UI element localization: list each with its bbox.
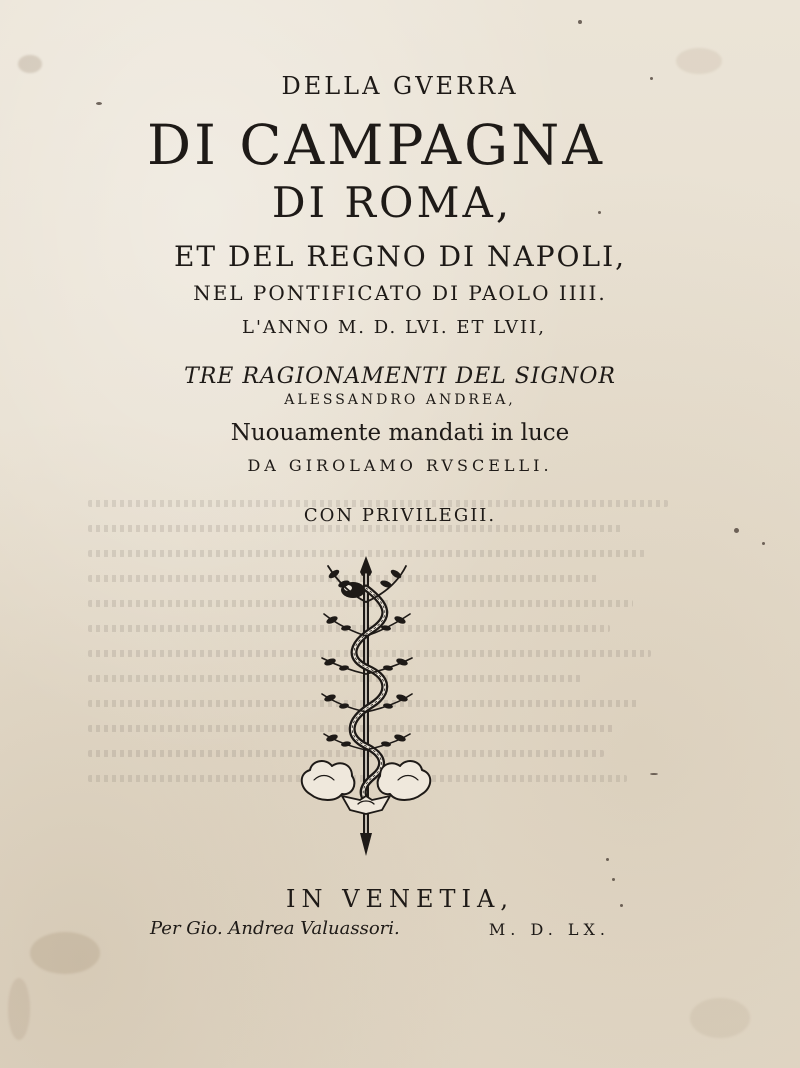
ink-speck (650, 773, 658, 775)
title-line-7: TRE RAGIONAMENTI DEL SIGNOR (184, 364, 616, 389)
title-line-5: NEL PONTIFICATO DI PAOLO IIII. (193, 281, 607, 305)
paper-stain (8, 978, 30, 1040)
ink-speck (578, 20, 582, 24)
title-line-1: DELLA GVERRA (281, 72, 519, 100)
title-line-4: ET DEL REGNO DI NAPOLI, (173, 240, 627, 273)
ink-speck (734, 528, 739, 533)
ink-speck (612, 878, 615, 881)
paper-stain (18, 55, 42, 73)
printer-device-icon (286, 548, 446, 863)
title-line-2: DI CAMPAGNA (147, 113, 605, 177)
ink-speck (762, 542, 765, 545)
title-line-10: DA GIROLAMO RVSCELLI. (247, 456, 553, 475)
title-line-11: CON PRIVILEGII. (303, 505, 497, 526)
paper-stain (30, 932, 100, 974)
imprint-row (150, 918, 610, 942)
paper-stain (676, 48, 722, 74)
paper-stain (690, 998, 750, 1038)
title-line-8: ALESSANDRO ANDREA, (284, 392, 516, 408)
imprint-printer: Per Gio. Andrea Valuassori. (150, 918, 400, 939)
ink-speck (606, 858, 609, 861)
title-line-6: L'ANNO M. D. LVI. ET LVII, (242, 317, 546, 338)
imprint-city: IN VENETIA, (286, 885, 514, 913)
imprint-date: M. D. LX. (488, 920, 610, 939)
ink-speck (96, 102, 102, 105)
title-line-3: DI ROMA, (271, 178, 513, 227)
title-line-9: Nuouamente mandati in luce (230, 420, 570, 446)
